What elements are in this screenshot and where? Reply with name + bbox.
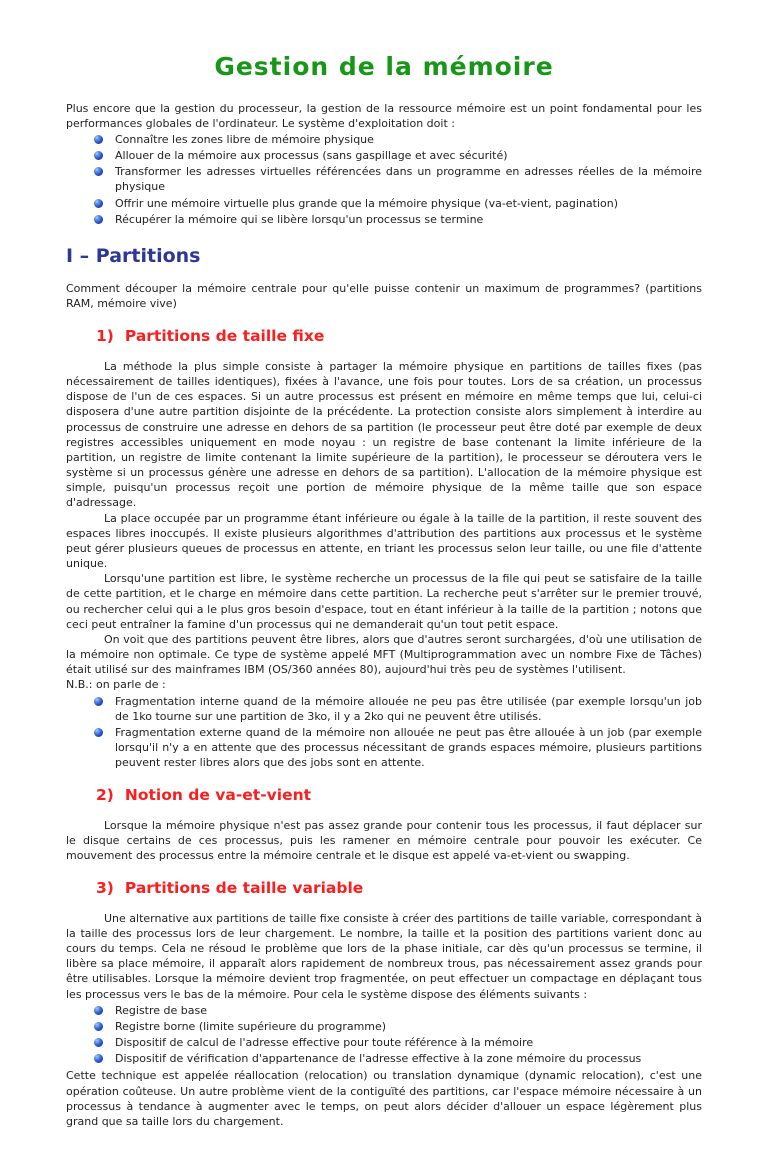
list-item-text: Allouer de la mémoire aux processus (sans gaspillage et avec sécurité) [115,149,508,163]
subsection-title: Partitions de taille variable [124,879,364,898]
paragraph: Une alternative aux partitions de taille fixe consiste à créer des partitions de taille variable, correspondant à la taille des processus lors de leur chargement. Le nombre, la taille et la position des partitions varient donc au cours du temps. Cela ne résoud le problème que lors de la phase initiale, car dès qu'un processus se termine, il libère sa place mémoire, il apparaît alors rapidement de nombreux trous, pas nécessairement assez grands pour être utilisables. Lorsque la mémoire devient trop fragmentée, on peut effectuer un compactage en déplaçant tous les processus vers le bas de la mémoire. Pour cela le système dispose des éléments suivants : [66,911,702,1001]
list-item-text: Dispositif de calcul de l'adresse effective pour toute référence à la mémoire [115,1036,534,1050]
list-item-text: Fragmentation externe quand de la mémoire non allouée ne peut pas être allouée à un job (par exemple lorsqu'il n'y a en attente que des processus nécessitant de grands espaces mémoire, plusieurs partitions peuvent rester libres alors que des jobs sont en attente. [115,725,702,770]
ball-bullet-icon [94,1038,103,1047]
subsection-number: 1) [96,327,114,346]
subsection-heading-taille-fixe [96,326,702,347]
list-item [94,1019,702,1034]
list-item-text: Connaître les zones libre de mémoire physique [115,132,374,146]
list-item [94,132,702,147]
list-item [94,148,702,163]
subsection-title: Partitions de taille fixe [124,327,325,346]
ball-bullet-icon [94,151,103,160]
paragraph: Lorsque la mémoire physique n'est pas assez grande pour contenir tous les processus, il faut déplacer sur le disque certains de ces processus, puis les ramener en mémoire centrale pour pouvoir les exécuter. Ce mouvement des processus entre la mémoire centrale et le disque est appelé va-et-vient ou swapping. [66,818,702,863]
list-item-text: Registre borne (limite supérieure du programme) [115,1019,387,1033]
list-item [94,196,702,211]
list-item [94,164,702,194]
list-item-text: Fragmentation interne quand de la mémoire allouée ne peu pas être utilisée (par exemple lorsqu'un job de 1ko tourne sur une partition de 3ko, il y a 2ko qui ne peuvent être utilisés. [115,694,702,723]
ball-bullet-icon [94,728,103,737]
list-item-text: Dispositif de vérification d'appartenance de l'adresse effective à la zone mémoire du processus [115,1052,642,1066]
paragraph: La méthode la plus simple consiste à partager la mémoire physique en partitions de tailles fixes (pas nécessairement de tailles identiques), fixées à l'avance, une fois pour toutes. Lors de sa création, un processus dispose de l'un de ces espaces. Si un autre processus est présent en mémoire en même temps que lui, celui-ci disposera d'une autre partition disjointe de la précédente. La protection consiste alors simplement à interdire au processus de construire une adresse en dehors de sa partition (le processeur peut être doté par exemple de deux registres accessibles uniquement en mode noyau : un registre de base contenant la limite inférieure de la partition, un registre de limite contenant la limite supérieure de la partition), le processeur se déroutera vers le système si un processus génère une adresse en dehors de sa partition). L'allocation de la mémoire physique est simple, puisqu'un processus reçoit une portion de mémoire physique de la même taille que son espace d'adressage. [66,359,702,510]
ball-bullet-icon [94,1054,103,1063]
list-item-text: Offrir une mémoire virtuelle plus grande que la mémoire physique (va-et-vient, pagination) [115,196,619,210]
ball-bullet-icon [94,167,103,176]
list-item [94,1003,702,1018]
list-item-text: Transformer les adresses virtuelles référencées dans un programme en adresses réelles de la mémoire physique [115,165,702,194]
list-item [94,212,702,227]
ball-bullet-icon [94,697,103,706]
system-elements-list [94,1003,702,1067]
subsection-title: Notion de va-et-vient [124,786,312,805]
paragraph: La place occupée par un programme étant inférieure ou égale à la taille de la partition, il reste souvent des espaces libres inoccupés. Il existe plusieurs algorithmes d'attribution des partitions aux processus et le système peut gérer plusieurs queues de processus en attente, en triant les processus selon leur taille, ou une file d'attente unique. [66,511,702,571]
list-item [94,1035,702,1050]
paragraph: Lorsqu'une partition est libre, le système recherche un processus de la file qui peut se satisfaire de la taille de cette partition, et le charge en mémoire dans cette partition. La recherche peut s'arrêter sur le premier trouvé, ou rechercher celui qui a le plus gros besoin d'espace, tout en étant inférieur à la taille de la partition ; notons que ceci peut entraîner la famine d'un processus qui ne demanderait qu'un tout petit espace. [66,572,702,631]
ball-bullet-icon [94,215,103,224]
closing-paragraph: Cette technique est appelée réallocation (relocation) ou translation dynamique (dynamic relocation), c'est une opération coûteuse. Un autre problème vient de la contiguïté des partitions, car l'espace mémoire nécessaire à un processus à tendance à augmenter avec le temps, on peut alors décider d'allouer un espace légèrement plus grand que sa taille lors du chargement. [66,1069,702,1128]
os-duties-list [94,132,702,227]
nb-label: N.B.: on parle de : [66,678,166,692]
ball-bullet-icon [94,1006,103,1015]
ball-bullet-icon [94,1022,103,1031]
subsection-heading-taille-variable [96,878,702,899]
ball-bullet-icon [94,135,103,144]
page-title: Gestion de la mémoire [214,52,554,81]
ball-bullet-icon [94,199,103,208]
list-item [94,1051,702,1066]
subsection-heading-va-et-vient [96,785,702,806]
list-item [94,694,702,724]
list-item-text: Registre de base [115,1003,208,1017]
list-item [94,725,702,771]
subsection-number: 2) [96,786,114,805]
subsection-number: 3) [96,879,114,898]
intro-paragraph: Plus encore que la gestion du processeur, la gestion de la ressource mémoire est un point fondamental pour les performances globales de l'ordinateur. Le système d'exploitation doit : [66,101,702,130]
fragmentation-list [94,694,702,771]
list-item-text: Récupérer la mémoire qui se libère lorsqu'un processus se termine [115,212,484,226]
section-lead: Comment découper la mémoire centrale pour qu'elle puisse contenir un maximum de programmes? (partitions RAM, mémoire vive) [66,282,702,311]
section-heading-partitions: I – Partitions [66,244,201,267]
paragraph: On voit que des partitions peuvent être libres, alors que d'autres seront surchargées, d'où une utilisation de la mémoire non optimale. Ce type de système appelé MFT (Multiprogrammation avec un nombre Fixe de Tâches) était utilisé sur des mainframes IBM (OS/360 années 80), aujourd'hui très peu de systèmes l'utilisent. [66,632,702,677]
